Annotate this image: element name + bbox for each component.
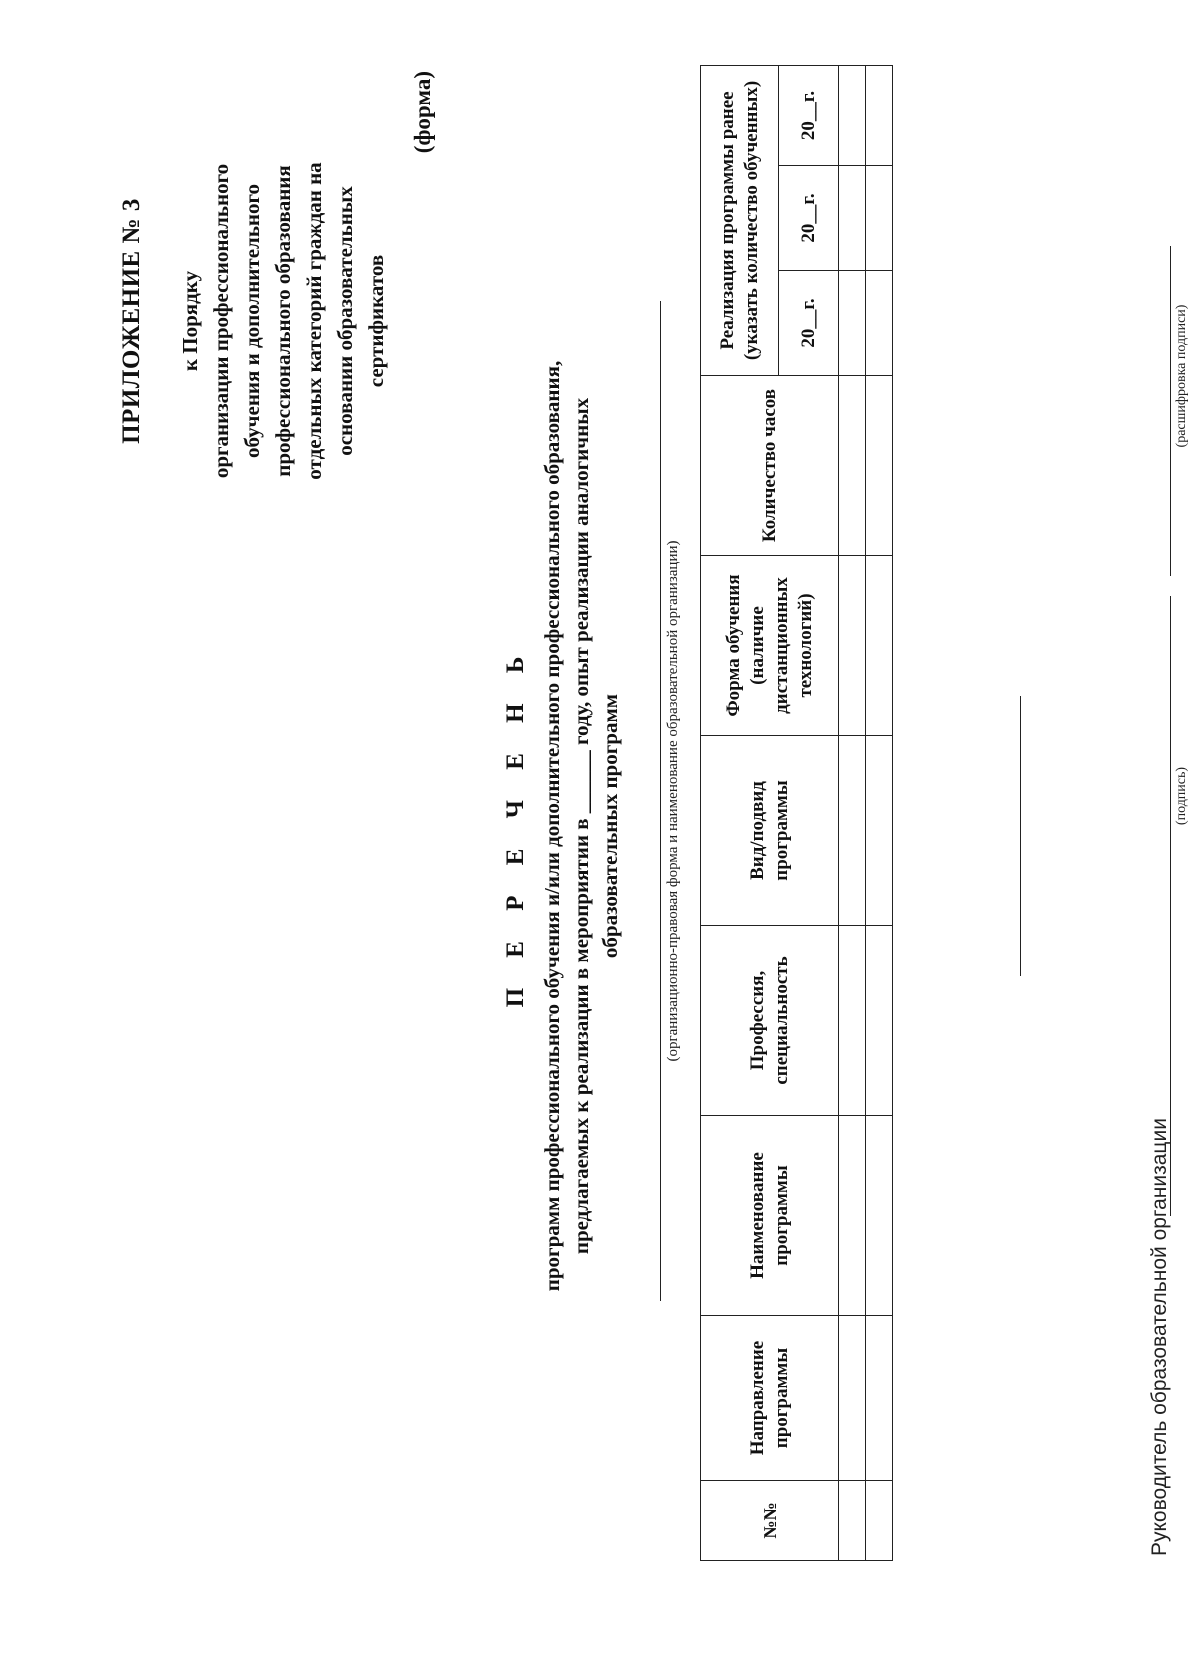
signature-fill-line [1170, 596, 1171, 1216]
header-row [701, 65, 779, 1560]
head-of-organization-label: Руководитель образовательной организации [1148, 1118, 1171, 1556]
table-cell[interactable] [866, 166, 893, 271]
header-year-1: 20__г. [779, 271, 839, 376]
table-cell[interactable] [839, 65, 866, 165]
header-profession: Профессия, специальность [701, 926, 839, 1116]
appendix-line: сертификатов [364, 254, 388, 388]
appendix-line: организации профессионального [209, 163, 233, 479]
table-cell[interactable] [866, 271, 893, 376]
table-cell[interactable] [839, 926, 866, 1116]
decode-caption: (расшифровка подписи) [1174, 304, 1189, 448]
programs-table [700, 65, 893, 1561]
table-cell[interactable] [839, 736, 866, 926]
header-realization: Реализация программы ранее (указать количество обученных) [701, 65, 779, 375]
table-cell[interactable] [866, 1481, 893, 1561]
appendix-line: к Порядку [178, 270, 202, 372]
programs-table-wrap [700, 66, 893, 1561]
table-cell[interactable] [839, 166, 866, 271]
organization-fill-line [660, 301, 661, 1301]
subtitle-line: программ профессионального обучения и/или дополнительного профессионального образования, [540, 360, 564, 1292]
document-subtitle [538, 276, 625, 1376]
table-cell[interactable] [866, 1116, 893, 1316]
header-year-3: 20__г. [779, 65, 839, 165]
header-no: №№ [701, 1481, 839, 1561]
header-direction: Направление программы [701, 1316, 839, 1481]
table-cell[interactable] [866, 556, 893, 736]
table-cell[interactable] [839, 271, 866, 376]
table-cell[interactable] [839, 1481, 866, 1561]
header-hours: Количество часов [701, 376, 839, 556]
table-cell[interactable] [866, 736, 893, 926]
subtitle-line: предлагаемых к реализации в мероприятии в ______ году, опыт реализации аналогичных [569, 397, 593, 1255]
table-cell[interactable] [839, 1316, 866, 1481]
signature-caption: (подпись) [1174, 766, 1189, 826]
organization-caption: (организационно-правовая форма и наименование образовательной организации) [665, 540, 681, 1062]
table-cell[interactable] [866, 1316, 893, 1481]
appendix-line: отдельных категорий граждан на [302, 162, 326, 480]
table-row [839, 65, 866, 1560]
table-cell[interactable] [866, 926, 893, 1116]
table-cell[interactable] [866, 376, 893, 556]
appendix-description [175, 81, 392, 561]
appendix-line: профессионального образования [271, 165, 295, 477]
table-cell[interactable] [839, 376, 866, 556]
table-row [866, 65, 893, 1560]
subtitle-line: образовательных программ [598, 693, 622, 959]
header-year-2: 20__г. [779, 166, 839, 271]
header-form: Форма обучения (наличие дистанционных технологий) [701, 556, 839, 736]
header-name: Наименование программы [701, 1116, 839, 1316]
appendix-line: основании образовательных [333, 186, 357, 456]
header-type: Вид/подвид программы [701, 736, 839, 926]
stamp-line [1020, 696, 1021, 976]
appendix-line: обучения и дополнительного [240, 183, 264, 459]
table-cell[interactable] [839, 556, 866, 736]
decode-fill-line [1170, 246, 1171, 576]
appendix-title: ПРИЛОЖЕНИЕ № 3 [118, 198, 145, 444]
table-cell[interactable] [839, 1116, 866, 1316]
table-cell[interactable] [866, 65, 893, 165]
form-label: (форма) [410, 71, 435, 154]
document-title: П Е Р Е Ч Е Н Ь [502, 644, 529, 1008]
